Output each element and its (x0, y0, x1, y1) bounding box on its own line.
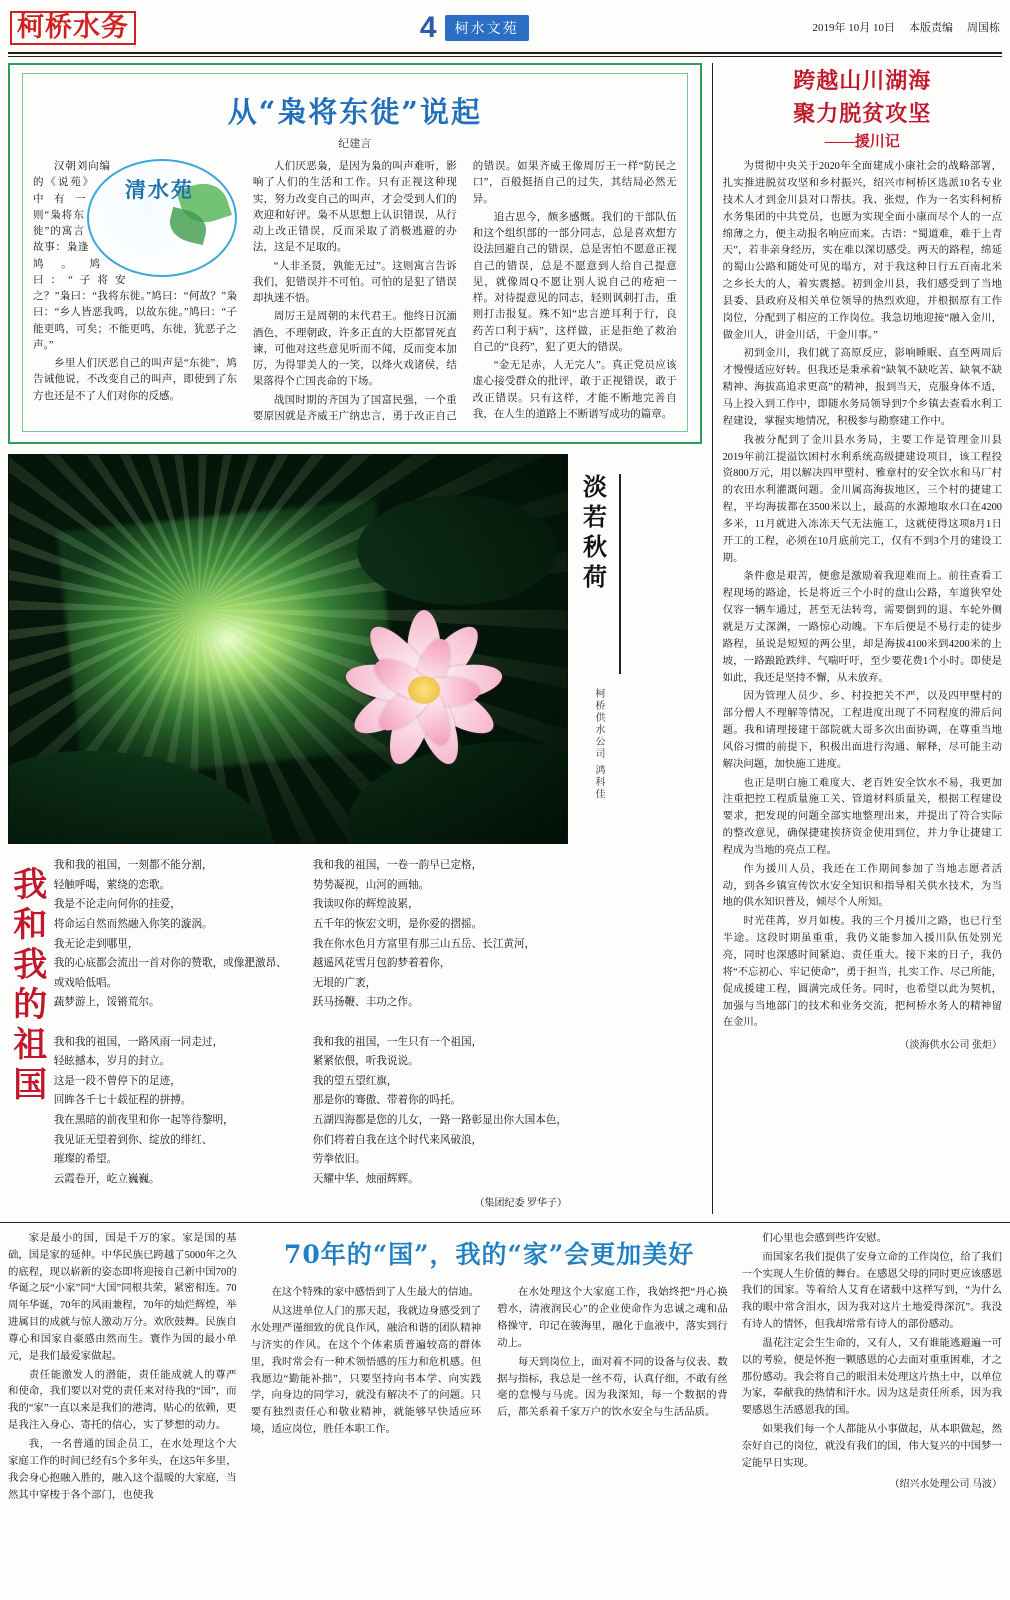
article-aid-signature: （淡海供水公司 张炬） (899, 1040, 1002, 1052)
issue-date: 2019年 10月 10日 (812, 22, 895, 34)
bottom-right-column (742, 1231, 1002, 1507)
paragraph: “人非圣贤，孰能无过”。这则寓言告诉我们，犯错误并不可怕。可怕的是犯了错误却执迷不悟。 (252, 260, 457, 305)
poem-line: 五湖四海都是您的儿女，一路一路彰显出你大国本色， (312, 1114, 567, 1126)
paragraph: 战国时期的齐国为了国富民强，一个重要原因就是齐威王广纳忠言，勇于改正自己的错误。如果齐威王像周厉王一样“防民之口”，百般挺捂自己的过失，其结局必然无异。 (252, 161, 677, 422)
poem-line: 我在你水色月方富里有那三山五岳、长江黄河， (312, 938, 536, 950)
paragraph: 在水处理这个大家庭工作，我始终把“丹心换碧水，清液润民心”的企业使命作为忠诚之魂和品格操守，印记在骏海里，融化于血液中，落实到行动上。 (497, 1287, 728, 1349)
masthead (0, 0, 1010, 52)
poem-line: 跃马扬鞭、丰功之作。 (312, 997, 419, 1009)
poem-line: 天耀中华、烛丽辉辉。 (312, 1173, 419, 1185)
paragraph: 我，一名普通的国企员工，在水处理这个大家庭工作的时间已经有5个多年头，在这5年多里，我会身心抱融入胜的，融入这个温暖的大家庭，当然其中穿梭于各个部门，也使我 (8, 1438, 237, 1501)
page-title: 从“枭将东徙”说起 (227, 95, 482, 129)
water-seal (87, 159, 237, 277)
article-aid-title-line1: 跨越山川湖海 (793, 68, 932, 94)
poem-line: 我和我的祖国，一卷一韵早已定格， (312, 860, 483, 872)
left-block (8, 63, 702, 1214)
bottom-left-column (8, 1231, 237, 1507)
poem-columns (54, 856, 702, 1214)
paragraph: 从这进单位人门的那天起，我就边身感受到了水处理严谨细致的优良作风，融洽和谐的团队精神与济实的作风。在这个个体素质普遍较高的群体里，我时常会有一种术领悟感的压力和危机感。但我愿边“勤能补拙”，只要坚持向书本学、向实践学，向身边的同学习，就没有解决不了的问题。只要有独烈责任心和敬业精神，就能够早快适应环境，适应岗位，胜任本职工作。 (250, 1306, 482, 1436)
photo-block (8, 454, 702, 844)
publication-logo: 柯桥水务 (10, 11, 136, 45)
paragraph: 汉朝刘向编的《说苑》中有一则“枭将东徙”的寓言故事：枭逢鸠。鸠曰：“子将安之？”枭曰：“我将东徙。”鸠曰：“何故？”枭曰：“乡人皆恶我鸣，以故东徙。”鸠曰：“子能更鸣，可矣；不能更鸣，东徙，犹恶子之声。” (33, 161, 237, 351)
paragraph: 如果我们每一个人都能从小事做起，从本职做起，然奈好自己的岗位，就没有我们的国，伟大复兴的中国梦一定能早日实现。 (741, 1424, 1002, 1469)
main-content (0, 57, 1010, 1214)
bottom-article-signature: （绍兴水处理公司 马波） (889, 1478, 1002, 1490)
paragraph: 温花注定会生生命的，又有人，又有谁能逃避遍一可以的考验，便是怀抱一颗感恩的心去面对重重困难，才之那份感动。我会将自己的眼泪未处理这片热土中，以单位为家，奉献我的热情和汗水。因为这是责任所系，因为我要感恩生活感恩我的国。 (741, 1337, 1002, 1417)
paragraph: 责任能激发人的潜能，责任能成就人的尊严和使命，我们要以对党的责任来对待我的“国”，而我的“家”一直以来是我们的港湾，贴心的依赖，更是我注入身心、寄托的信心，实了梦想的动力。 (8, 1369, 237, 1432)
poem-line: 轻眩撼本，岁月的封立。 (53, 1056, 171, 1068)
poem-column-2 (313, 856, 567, 1214)
paragraph: 也正是明白施工难度大、老百姓安全饮水不易，我更加注重把控工程质量施工关、管道材料质量关，根据工程建设要求，把发现的问题全部实地整理出来，并提出了符合实际的整改意见，确保捷建挨挤资金使用到位，并力争让捷建工程成为当地的亮点工程。 (722, 777, 1002, 856)
poem-block (8, 856, 702, 1214)
article-aid-body (723, 159, 1002, 1032)
seal-text: 清水苑 (124, 178, 194, 202)
paragraph: 时光荏苒，岁月如梭。我的三个月援川之路，也已行至半途。这段时期虽重重，我仍义能参加入援川队伍处别光亮，同时也深感时间紧迫、责任重大。接下来的日子，我仍将“不忘初心、牢记使命”，勇于担当，扎实工作、尽己所能，促成援建工程，圆满完成任务。同时，也希望以此为契机，加强与当地部门的技术和业务交流，把柯桥水务人的精神留在金川。 (722, 916, 1002, 1029)
poem-line: 我和我的祖国，一刻都不能分割， (53, 860, 213, 872)
poem-line: 我无论走到哪里， (53, 938, 139, 950)
column-divider (712, 63, 713, 1214)
article-essay-box (8, 63, 702, 444)
bottom-band (0, 1222, 1010, 1507)
poem-line: 云霞卷开，屹立巍巍。 (53, 1173, 160, 1185)
paragraph: “金无足赤，人无完人”。真正党员应该虚心接受群众的批评，敢于正视错误，敢于改正错误。只有这样，才能不断地完善自我，在人生的道路上不断谱写成功的篇章。 (472, 360, 677, 420)
editor-name: 周国栋 (967, 22, 1000, 34)
paragraph: 人们厌恶枭，是因为枭的叫声难听，影响了人们的生活和工作。只有正视这种现实，努力改变自己的叫声，才会受到人们的欢迎和好评。枭不从思想上认识错误，从行动上改正错误，反而采取了消极逃避的办法，这是不足取的。 (252, 161, 457, 254)
poem-line: 五千年的恢宏文明，是你爱的摺摇。 (312, 919, 483, 931)
poem-line: 璀璨的希望。 (53, 1154, 118, 1166)
poem-line: 将命运自然而然融入你笑的漩涡。 (53, 919, 213, 931)
paragraph: 初到金川，我们就了高原反应，影响睡眠、直至两周后才慢慢适应好转。但我还是秉承着“缺氧不缺吃苦、缺氧不缺精神、海拔高追求更高”的精神，报到当天，克服身体不适，马上投入到工作中，即随水务局领导到7个乡镇去查看水利工程建设，掌握实地情况，积极参与勘察建工作中。 (722, 348, 1002, 427)
editor-label: 本版责编 (909, 22, 953, 34)
poem-line: 那是你的骞傲、带着你的吗托。 (312, 1095, 462, 1107)
paragraph: 我被分配到了金川县水务局，主要工作是管理金川县2019年前江提溢饮困村水利系统高级捷建设项目，该工程投资800万元，用以解决四甲塑村、雅章村的安全饮水和马厂村的农田水利灌溉问题。金川属高海拔地区，三个村的捷建工程，平均海拔都在3500米以上，最高的水源地取水口在4200多米，11月就进入冻冻天气无法施工，这就使得这项8月1日开工的工程，必须在10月底前完工，仅有不到3个月的建设工期。 (722, 434, 1002, 564)
bottom-article-body (251, 1285, 728, 1439)
article-aid-subtitle: ——援川记 (824, 134, 900, 151)
article-byline: 纪建言 (338, 138, 372, 150)
lotus-photo (8, 454, 568, 844)
poem-line: 越遥风花雪月包韵梦着着你， (312, 958, 451, 970)
poem-line: 劳拳依旧。 (312, 1154, 366, 1166)
poem-line: 我的望五望红旗， (312, 1075, 398, 1087)
masthead-meta (813, 19, 1001, 37)
photo-credit: 柯桥供水公司 鸿科佳 (593, 688, 604, 801)
paragraph: 在这个特殊的家中感悟到了人生最大的信迪。 (271, 1287, 480, 1299)
photo-caption (578, 454, 618, 844)
poem-line: 蔬梦游上，馁锵荒尔。 (53, 997, 160, 1009)
paragraph: 作为援川人员，我还在工作期间参加了当地志愿者活动，到各乡镇宣传饮水安全知识和指导相关供水技术，为当地的供水知识普及，倾尽个人所知。 (722, 863, 1002, 909)
poem-line: 我读叹你的辉煌波累， (312, 899, 419, 911)
poem-column-1 (54, 856, 287, 1214)
section-badge: 柯水文苑 (445, 15, 529, 41)
masthead-rule (8, 52, 1002, 54)
poem-line: 我和我的祖国，一生只有一个祖国， (312, 1036, 483, 1048)
poem-line: 回眸各千七十载征程的拼搏。 (53, 1095, 192, 1107)
article-aid-title-line2: 聚力脱贫攻坚 (793, 100, 932, 127)
poem-line: 我在黑暗的前夜里和你一起等待黎明， (53, 1114, 234, 1126)
page-number: 4 (419, 11, 437, 44)
poem-line: 无垠的广袤， (312, 977, 377, 989)
paragraph: 条件愈是艰苦，便愈是激励着我迎难而上。前往查看工程现场的路途，长是将近三个小时的盘山公路，车道狭窄处仅容一辆车通过，甚至无法转弯，需要倒到的退、车轮外侧就是万丈深渊，一路惊心动魄。下车后便是不易行走的徒步路程，虽说是短短的两公里，却是海拔4100米到4200米的上坡，一路踉跄跌绊、气喘吁吁，至少要花费1个小时。即使是如此，我还是坚持不懈，从未放弃。 (722, 571, 1002, 684)
poem-line: 或戏哈低唱。 (53, 977, 118, 989)
poem-line: 势势凝视，山河的画轴。 (312, 879, 430, 891)
poem-line (313, 1013, 567, 1033)
bottom-article-title: 70年的“国”，我的“家”会更加美好 (283, 1239, 695, 1269)
paragraph: 因为管理人员少、乡、村投把关不严，以及四甲壁村的部分僧人不理解等情况，工程进度出现了不同程度的滞后问题。我和请理接建干部院就大哥多次出面协调，在尊重当地风俗习惯的前提下，积极出面进行沟通、解释，尽可能主动解决问题，加快施工进度。 (722, 691, 1002, 770)
poem-line: 你们将着自我在这个时代来风破浪， (312, 1134, 483, 1146)
article-aid-sichuan (723, 63, 1002, 1214)
paragraph: 追古思今，颇多感慨。我们的干部队伍和这个组织部的一部分同志，总是喜欢想方设法回避自己的错误，总是害怕不愿意正视自己的错误，总是不愿意到人给自己提意见，就像周Q不愿让别人说自己的疮疤一样。对待提意见的同志，轻则讽刺打击，重则打击报复。殊不知“忠言逆耳利于行，良药苦口利于病”，这样做，正是拒绝了救治自己的“良药”，犯了更大的错误。 (472, 211, 677, 353)
bottom-center-column (251, 1231, 728, 1507)
poem-line: 我是不论走向何你的挂爱， (53, 899, 181, 911)
poem-line: 我见证无望着到你、绽放的绯红、 (53, 1134, 213, 1146)
paragraph: 每天到岗位上，面对着不同的设备与仪表、数据与指标，我总是一丝不苟，认真仔细，不敢有丝毫的怠慢与马虎。因为我深知，每一个数据的背后，都关系着千家万户的饮水安全与生活品质。 (497, 1356, 728, 1419)
masthead-center (136, 13, 813, 43)
poem-line: 这是一段不曾停下的足迹， (53, 1075, 181, 1087)
poem-line: 轻触呼喝，萦绕的恋歌。 (53, 879, 171, 891)
poem-line: 我和我的祖国，一路风雨一同走过， (53, 1036, 224, 1048)
lotus-flower (329, 595, 519, 785)
article-essay-body (33, 159, 677, 425)
article-essay-inner (22, 73, 688, 432)
paragraph: 为贯彻中央关于2020年全面建成小康社会的战略部署，扎实推进脱贫攻坚和乡村振兴，绍兴市柯桥区选派10名专业技术人才到金川县对口帮扶。我、张煜，作为一名实科柯桥水务集团的中共党员，也愿为实现全面小康而尽个人的一点绵薄之力，便主动报名响应而来。古语：“蜀道难，难于上青天”，若非亲身经历，实在难以深切感受。两天的路程，绵延的蜀山公路和随处可见的塌方，对于我这种日行五百南北米之乡长大的人，着实震撼。初到金川县，我们感受到了当地县委、县政府及相关单位领导的热烈欢迎，并根据原有工作岗位，分配到了相应的工作岗位。我急切地迎接“融入金川，做金川人，讲金川话，干金川事。” (722, 161, 1002, 341)
paragraph: 们心里也会感到些许安慰。 (762, 1232, 888, 1244)
poem-line: 我的心底都会流出一首对你的赞歌，或像淝激昂、 (53, 958, 287, 970)
photo-title: 淡若秋荷 (576, 474, 621, 674)
paragraph: 家是最小的国，国是千万的家。家是国的基础，国是家的延伸。中华民族已跨越了5000年之久的底程，现以崭新的姿态即将迎接自己新中国70的华诞之辰“小家”同“大国”同根共荣，紧密相连。70周年华诞，70年的风雨兼程，70年的灿烂辉煌，举进属目的成就与惊人激动万分。欢欣鼓舞。民族自尊心和国家自豪感由然而生。寰作为国的最小单元，是我们最爱家做起。 (8, 1232, 237, 1362)
poem-title: 我和我的祖国 (6, 866, 47, 1107)
paragraph: 而国家名我们提供了安身立命的工作岗位，给了我们一个实现人生价值的舞台。在感恩父母的同时更应该感恩我们的国家。等着给人艾育在诸载中这样写到，“为什么我的眼中常含泪水，因为我对这片土地爱得深沉”。我没有诗人的情怀，但我却常常有诗人的部份感动。 (741, 1251, 1002, 1331)
paragraph: 周厉王是周朝的末代君王。他终日沉湎酒色，不理朝政，许多正直的大臣都冒死直谏，可他对这些意见听而不闻，反而变本加厉，为得罪美人的一笑，以烽火戏诸侯，结果落得个亡国丧命的下场。 (252, 311, 457, 388)
poem-signature: （集团纪委 罗华子） (474, 1198, 567, 1210)
poem-line: 紧紧依偎，听我说说。 (312, 1056, 419, 1068)
paragraph: 乡里人们厌恶自己的叫声是“东徙”，鸠告诫他说，不改变自己的叫声，即使到了东方也还是不了人们对你的反感。 (33, 358, 237, 402)
poem-line (54, 1013, 287, 1033)
